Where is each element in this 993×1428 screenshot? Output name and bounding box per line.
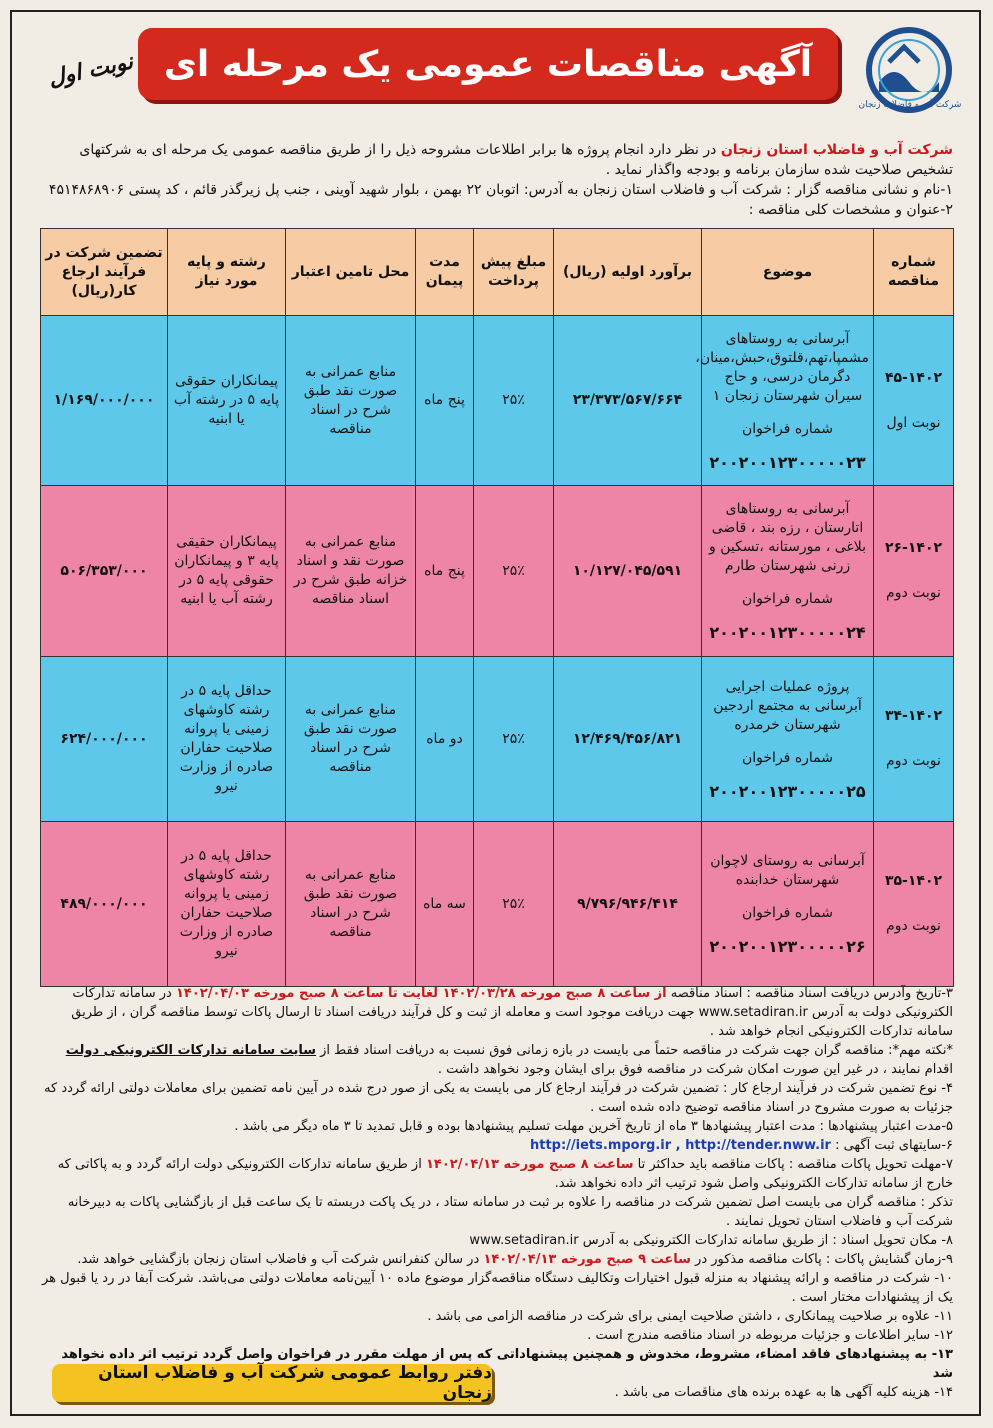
cell-subject bbox=[702, 486, 874, 657]
cell-funding: منابع عمرانی به صورت نقد طبق شرح در اسناد مناقصه bbox=[286, 822, 416, 987]
note-7-deadline: ساعت ۸ صبح مورخه ۱۴۰۲/۰۴/۱۳ bbox=[425, 1157, 634, 1172]
intro-line-1 bbox=[40, 140, 953, 180]
intro-line-1-rest: در نظر دارد انجام پروژه ها برابر اطلاعات مشروحه ذیل را از طریق مناقصه عمومی یک مرحله ای به شرکتهای تشخیص صلاحیت شده سازمان برنامه و بودجه واگذار نماید . bbox=[79, 142, 953, 178]
tender-number: ۴۵-۱۴۰۲ bbox=[884, 369, 943, 386]
cell-funding: منابع عمرانی به صورت نقد طبق شرح در اسناد مناقصه bbox=[286, 316, 416, 486]
note-3-text: ۳-تاریخ وآدرس دریافت اسناد مناقصه : اسناد مناقصه bbox=[666, 986, 953, 1001]
subject-text: آبرسانی به روستاهای مشمپا،تهم،قلتوق،حبش،مینان، دگرمان درسی، و حاج سیران شهرستان زنجان ۱ bbox=[695, 330, 869, 404]
note-11: ۱۱- علاوه بر صلاحیت پیمانکاری ، داشتن صلاحیت ایمنی برای شرکت در مناقصه الزامی می باشد . bbox=[427, 1309, 953, 1324]
header-duration: مدت پیمان bbox=[416, 229, 474, 316]
cell-estimate: ۱۲/۴۶۹/۴۵۶/۸۲۱ bbox=[554, 657, 702, 822]
announcement-links[interactable]: http://iets.mporg.ir , http://tender.nww.ir bbox=[529, 1138, 831, 1153]
round-label: نوبت اول bbox=[46, 49, 136, 92]
logo-caption: شرکت آب و فاضلاب زنجان bbox=[858, 100, 962, 110]
cell-estimate: ۹/۷۹۶/۹۴۶/۴۱۴ bbox=[554, 822, 702, 987]
notes-section bbox=[40, 984, 953, 1402]
cell-guarantee: ۴۸۹/۰۰۰/۰۰۰ bbox=[41, 822, 168, 987]
intro-item-1: ۱-نام و نشانی مناقصه گزار : شرکت آب و فاضلاب استان زنجان به آدرس: اتوبان ۲۲ بهمن ، بلوار شهید آوینی ، جنب پل زیرگذر قائم ، کد پستی ۴۵۱۴۸۶۸۹۰۶ bbox=[48, 182, 953, 198]
table-header-row bbox=[41, 229, 954, 316]
call-number: ۲۰۰۲۰۰۱۲۳۰۰۰۰۰۲۶ bbox=[709, 937, 866, 956]
company-name: شرکت آب و فاضلاب استان زنجان bbox=[720, 142, 953, 158]
tender-round: نوبت دوم bbox=[886, 918, 941, 934]
subject-text: آبرسانی به روستای لاچوان شهرستان خدابنده bbox=[710, 853, 865, 888]
note-important bbox=[40, 1041, 953, 1079]
subject-text: آبرسانی به روستاهای اتارستان ، رزه بند ، قاضی بلاغی ، مورستانه ،تسکین و زرنی شهرستان طارم bbox=[709, 501, 866, 574]
call-number: ۲۰۰۲۰۰۱۲۳۰۰۰۰۰۲۴ bbox=[709, 623, 866, 642]
note-6-text: ۶-سایتهای ثبت آگهی : bbox=[830, 1138, 953, 1153]
header-prepayment: مبلغ پیش پرداخت bbox=[474, 229, 554, 316]
table-row bbox=[41, 486, 954, 657]
note-7 bbox=[40, 1155, 953, 1193]
cell-subject bbox=[702, 657, 874, 822]
header-field: رشته و پایه مورد نیاز bbox=[168, 229, 286, 316]
tender-round: نوبت دوم bbox=[886, 585, 941, 601]
cell-prepayment: ۲۵٪ bbox=[474, 486, 554, 657]
cell-duration: دو ماه bbox=[416, 657, 474, 822]
page-title: آگهی مناقصات عمومی یک مرحله ای bbox=[138, 28, 838, 100]
cell-estimate: ۲۳/۳۷۳/۵۶۷/۶۶۴ bbox=[554, 316, 702, 486]
cell-duration: پنج ماه bbox=[416, 486, 474, 657]
note-13: ۱۳- به پیشنهادهای فاقد امضاء، مشروط، مخدوش و همچنین پیشنهاداتی که پس از مهلت مقرر در فراخوان واصل گردد ترتیب اثر داده نخواهد شد bbox=[61, 1347, 953, 1381]
tender-round: نوبت دوم bbox=[886, 753, 941, 769]
tender-number: ۲۶-۱۴۰۲ bbox=[884, 540, 943, 556]
note-6 bbox=[40, 1136, 953, 1155]
note-7-text: ۷-مهلت تحویل پاکات مناقصه : پاکات مناقصه باید حداکثر تا bbox=[633, 1157, 953, 1172]
note-3 bbox=[40, 984, 953, 1041]
cell-number bbox=[874, 822, 954, 987]
note-9-text: ۹-زمان گشایش پاکات : پاکات مناقصه مذکور در bbox=[690, 1252, 953, 1267]
header-number: شماره مناقصه bbox=[874, 229, 954, 316]
cell-field: حداقل پایه ۵ در رشته کاوشهای زمینی یا پروانه صلاحیت حفاران صادره از وزارت نیرو bbox=[168, 657, 286, 822]
cell-duration: پنج ماه bbox=[416, 316, 474, 486]
note-12: ۱۲- سایر اطلاعات و جزئیات مربوطه در اسناد مناقصه مندرج است . bbox=[587, 1328, 953, 1343]
footer-banner: دفتر روابط عمومی شرکت آب و فاضلاب استان زنجان bbox=[52, 1364, 492, 1402]
intro-section bbox=[40, 140, 953, 220]
cell-number bbox=[874, 316, 954, 486]
table-row bbox=[41, 822, 954, 987]
note-9-time: ساعت ۹ صبح مورخه ۱۴۰۲/۰۴/۱۳ bbox=[483, 1252, 691, 1267]
note-3-rest: در سامانه تدارکات الکترونیکی دولت به آدرس www.setadiran.ir جهت دریافت موجود است و معامله از ثبت و کل فرآیند دریافت اسناد تا ارسال پاکات توسط مناقصه گران ، از طریق سامانه تدارکات الکترونیکی انجام خواهد شد . bbox=[71, 986, 953, 1039]
header-subject: موضوع bbox=[702, 229, 874, 316]
subject-text: پروژه عملیات اجرایی آبرسانی به مجتمع اردجین شهرستان خرمدره bbox=[713, 678, 862, 733]
note-10: ۱۰- شرکت در مناقصه و ارائه پیشنهاد به منزله قبول اختیارات وتکالیف دستگاه مناقصه‌گزار موضوع ماده ۱۰ آیین‌نامه معاملات دولتی می‌باشد. شرکت آبفا در رد یا قبول هر یک از پیشنهادات مختار است . bbox=[42, 1271, 953, 1305]
note-9-rest: در سالن کنفرانس شرکت آب و فاضلاب استان زنجان بازگشایی خواهد شد. bbox=[77, 1252, 484, 1267]
intro-item-2: ۲-عنوان و مشخصات کلی مناقصه : bbox=[748, 202, 953, 218]
cell-duration: سه ماه bbox=[416, 822, 474, 987]
note-9 bbox=[40, 1250, 953, 1269]
note-8: ۸- مکان تحویل اسناد : از طریق سامانه تدارکات الکترونیکی به آدرس www.setadiran.ir bbox=[469, 1233, 953, 1248]
cell-number bbox=[874, 486, 954, 657]
call-label: شماره فراخوان bbox=[742, 420, 833, 437]
cell-prepayment: ۲۵٪ bbox=[474, 657, 554, 822]
table-row bbox=[41, 316, 954, 486]
note-reminder: تذکر : مناقصه گران می بایست اصل تضمین شرکت در مناقصه را علاوه بر ثبت در سامانه ستاد ، در یک پاکت دربسته تا یک ساعت قبل از بازگشایی پاکات به دبیرخانه شرکت آب و فاضلاب استان تحویل نمایند . bbox=[67, 1195, 953, 1229]
table-row bbox=[41, 657, 954, 822]
call-label: شماره فراخوان bbox=[742, 749, 833, 766]
note-important-text: *نکته مهم*: مناقصه گران جهت شرکت در مناقصه حتماً می بایست در بازه زمانی فوق نسبت به دریافت اسناد فقط از bbox=[316, 1043, 953, 1058]
note-4: ۴- نوع تضمین شرکت در فرآیند ارجاع کار : تضمین شرکت در فرآیند ارجاع کار می بایست به یکی از صور درج شده در آیین نامه تضمین برای معاملات دولتی ارائه گردد که جزئیات به صورت مشروح در اسناد مناقصه توضیح داده شده است . bbox=[44, 1081, 953, 1115]
note-5: ۵-مدت اعتبار پیشنهادها : مدت اعتبار پیشنهادها ۳ ماه از تاریخ آخرین مهلت تسلیم پیشنهادها بوده و قابل تمدید تا ۳ ماه دیگر می باشد . bbox=[234, 1119, 953, 1134]
cell-guarantee: ۶۲۴/۰۰۰/۰۰۰ bbox=[41, 657, 168, 822]
cell-number bbox=[874, 657, 954, 822]
cell-estimate: ۱۰/۱۲۷/۰۴۵/۵۹۱ bbox=[554, 486, 702, 657]
header-funding: محل تامین اعتبار bbox=[286, 229, 416, 316]
note-important-rest: اقدام نمایند ، در غیر این صورت امکان شرکت در مناقصه فوق برای ایشان وجود نخواهد داشت . bbox=[437, 1062, 953, 1077]
cell-field: پیمانکاران حقیقی پایه ۳ و پیمانکاران حقوقی پایه ۵ در رشته آب یا ابنیه bbox=[168, 486, 286, 657]
cell-prepayment: ۲۵٪ bbox=[474, 316, 554, 486]
tender-number: ۳۵-۱۴۰۲ bbox=[884, 873, 943, 889]
cell-subject bbox=[695, 316, 874, 486]
note-3-dates: از ساعت ۸ صبح مورخه ۱۴۰۲/۰۳/۲۸ لغایت تا ساعت ۸ صبح مورخه ۱۴۰۲/۰۴/۰۳ bbox=[175, 986, 667, 1001]
header-estimate: برآورد اولیه (ریال) bbox=[554, 229, 702, 316]
note-7-rest: از طریق سامانه تدارکات الکترونیکی دولت ارائه گردد و به پاکاتی که خارج از سامانه تدارکات الکترونیکی واصل شود ترتیب اثر داده نخواهد شد. bbox=[57, 1157, 953, 1191]
call-number: ۲۰۰۲۰۰۱۲۳۰۰۰۰۰۲۵ bbox=[709, 781, 866, 801]
tender-round: نوبت اول bbox=[886, 414, 941, 431]
header-guarantee: تضمین شرکت در فرآیند ارجاع کار(ریال) bbox=[41, 229, 168, 316]
cell-field: پیمانکاران حقوقی پایه ۵ در رشته آب یا ابنیه bbox=[168, 316, 286, 486]
cell-guarantee: ۱/۱۶۹/۰۰۰/۰۰۰ bbox=[41, 316, 168, 486]
call-number: ۲۰۰۲۰۰۱۲۳۰۰۰۰۰۲۳ bbox=[709, 452, 866, 472]
call-label: شماره فراخوان bbox=[742, 591, 833, 607]
note-important-underline: سایت سامانه تدارکات الکترونیکی دولت bbox=[65, 1043, 317, 1058]
tender-number: ۳۴-۱۴۰۲ bbox=[884, 708, 943, 724]
cell-field: حداقل پایه ۵ در رشته کاوشهای زمینی یا پروانه صلاحیت حفاران صادره از وزارت نیرو bbox=[168, 822, 286, 987]
note-14: ۱۴- هزینه کلیه آگهی ها به عهده برنده های مناقصات می باشد . bbox=[614, 1385, 953, 1400]
cell-prepayment: ۲۵٪ bbox=[474, 822, 554, 987]
cell-funding: منابع عمرانی به صورت نقد طبق شرح در اسناد مناقصه bbox=[286, 657, 416, 822]
call-label: شماره فراخوان bbox=[742, 905, 833, 921]
cell-subject bbox=[702, 822, 874, 987]
cell-funding: منابع عمرانی به صورت نقد و اسناد خزانه طبق شرح در اسناد مناقصه bbox=[286, 486, 416, 657]
tenders-table bbox=[40, 228, 954, 987]
cell-guarantee: ۵۰۶/۳۵۳/۰۰۰ bbox=[41, 486, 168, 657]
